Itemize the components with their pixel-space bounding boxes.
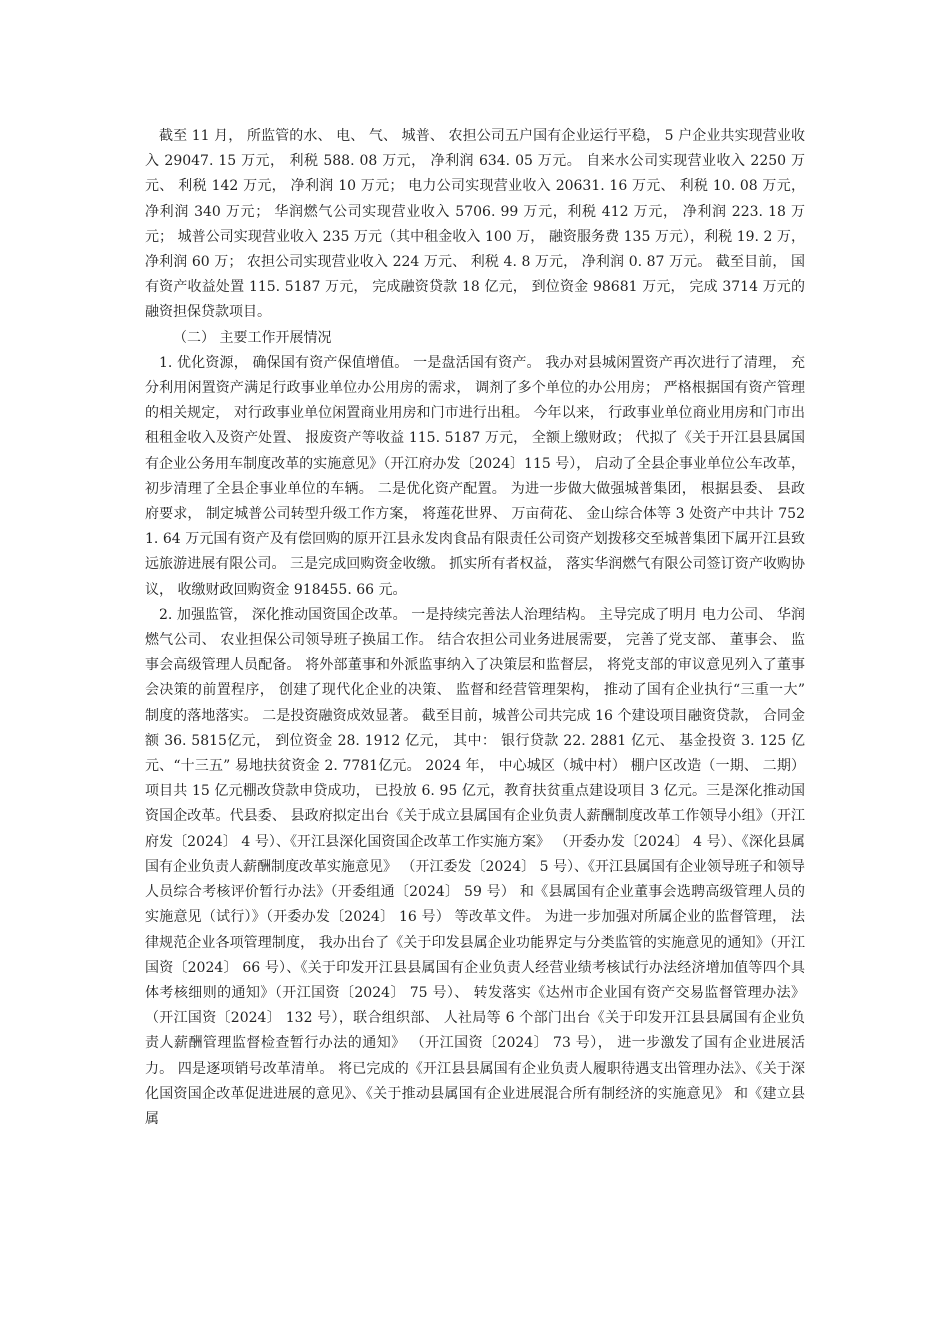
paragraph-operations-summary: 截至 11 月， 所监管的水、 电、 气、 城普、 农担公司五户国有企业运行平稳， 5 户企业共实现营业收入 29047. 15 万元， 利税 588. 08 万元， 净利润 634. 05 万元。 自来水公司实现营业收入 2250 万元、 利税 142 万元， 净利润 10 万元； 电力公司实现营业收入 20631. 16 万元、 利税 10. 08 万元， 净利润 340 万元； 华润燃气公司实现营业收入 5706. 99 万元，利税 412 万元， 净利润 223. 18 万元； 城普公司实现营业收入 235 万元（其中租金收入 100 万， 融资服务费 135 万元），利税 19. 2 万， 净利润 60 万； 农担公司实现营业收入 224 万元、 利税 4. 8 万元， 净利润 0. 87 万元。 截至目前， 国有资产收益处置 115. 5187 万元， 完成融资贷款 18 亿元， 到位资金 98681 万元， 完成 3714 万元的融资担保贷款项目。 xyxy=(145,128,805,321)
section-heading: （二） 主要工作开展情况 xyxy=(173,329,332,346)
paragraph-strengthen-supervision: 2. 加强监管， 深化推动国资国企改革。 一是持续完善法人治理结构。 主导完成了明月 电力公司、 华润燃气公司、 农业担保公司领导班子换届工作。 结合农担公司业务进展需要， 完善了党支部、 董事会、 监事会高级管理人员配备。 将外部董事和外派监事纳入了决策层和监督层， 将党支部的审议意见列入了董事会决策的前置程序， 创建了现代化企业的决策、 监督和经营管理架构， 推动了国有企业执行“三重一大” 制度的落地落实。 二是投资融资成效显著。 截至目前，城普公司共完成 16 个建设项目融资贷款， 合同金额 36. 5815亿元， 到位资金 28. 1912 亿元， 其中： 银行贷款 22. 2881 亿元、 基金投资 3. 125 亿元、“十三五” 易地扶贫资金 2. 7781亿元。 2024 年， 中心城区（城中村） 棚户区改造（一期、 二期） 项目共 15 亿元棚改贷款申贷成功， 已投放 6. 95 亿元，教育扶贫重点建设项目 3 亿元。三是深化推动国资国企改革。代县委、 县政府拟定出台《关于成立县属国有企业负责人薪酬制度改革工作领导小组》（开江府发〔2024〕 4 号）、《开江县深化国资国企改革工作实施方案》 （开委办发〔2024〕 4 号）、《深化县属国有企业负责人薪酬制度改革实施意见》 （开江委发〔2024〕 5 号）、《开江县属国有企业领导班子和领导人员综合考核评价暂行办法》（开委组通〔2024〕 59 号） 和《县属国有企业董事会选聘高级管理人员的实施意见（试行）》（开委办发〔2024〕 16 号） 等改革文件。 为进一步加强对所属企业的监督管理， 法律规范企业各项管理制度， 我办出台了《关于印发县属企业功能界定与分类监管的实施意见的通知》（开江国资〔2024〕 66 号）、《关于印发开江县县属国有企业负责人经营业绩考核试行办法经济增加值等四个具体考核细则的通知》（开江国资〔2024〕 75 号）、 转发落实《达州市企业国有资产交易监督管理办法》 （开江国资〔2024〕 132 号），联合组织部、 人社局等 6 个部门出台《关于印发开江县县属国有企业负责人薪酬管理监督检查暂行办法的通知》 （开江国资〔2024〕 73 号）， 进一步激发了国有企业进展活力。 四是逐项销号改革清单。 将已完成的《开江县县属国有企业负责人履职待遇支出管理办法》、《关于深化国资国企改革促进进展的意见》、《关于推动县属国有企业进展混合所有制经济的实施意见》 和《建立县属 xyxy=(145,606,805,1127)
document-body xyxy=(145,124,805,1132)
paragraph-optimize-resources: 1. 优化资源， 确保国有资产保值增值。 一是盘活国有资产。 我办对县城闲置资产再次进行了清理， 充分利用闲置资产满足行政事业单位办公用房的需求， 调剂了多个单位的办公用房； 严格根据国有资产管理的相关规定， 对行政事业单位闲置商业用房和门市进行出租。 今年以来， 行政事业单位商业用房和门市出租租金收入及资产处置、 报废资产等收益 115. 5187 万元， 全额上缴财政； 代拟了《关于开江县县属国有企业公务用车制度改革的实施意见》（开江府办发〔2024〕115 号）， 启动了全县企事业单位公车改革， 初步清理了全县企事业单位的车辆。 二是优化资产配置。 为进一步做大做强城普集团， 根据县委、 县政府要求， 制定城普公司转型升级工作方案， 将莲花世界、 万亩荷花、 金山综合体等 3 处资产中共计 7521. 64 万元国有资产及有偿回购的原开江县永发肉食品有限责任公司资产划拨移交至城普集团下属开江县致远旅游进展有限公司。 三是完成回购资金收缴。 抓实所有者权益， 落实华润燃气有限公司签订资产收购协议， 收缴财政回购资金 918455. 66 元。 xyxy=(145,354,805,598)
